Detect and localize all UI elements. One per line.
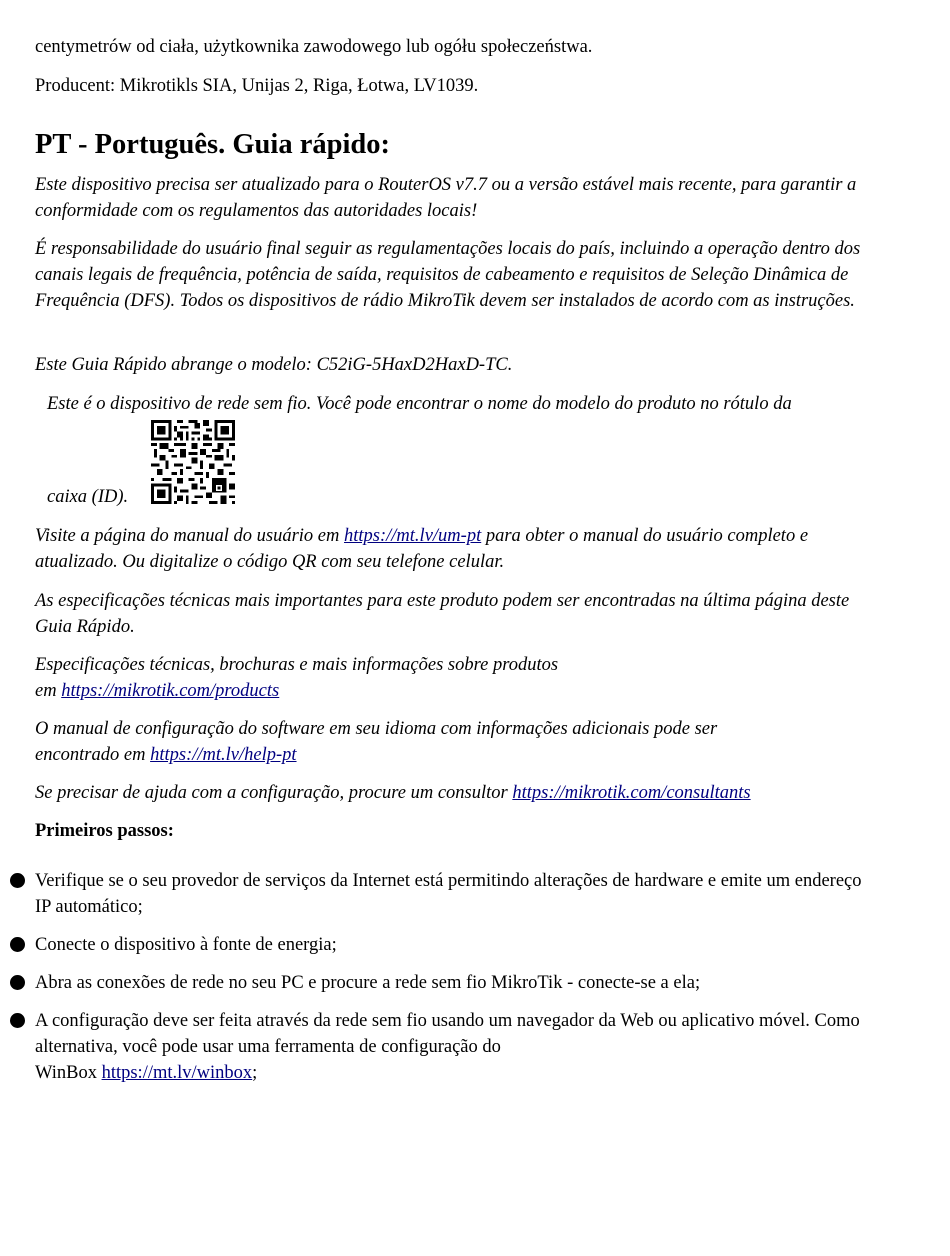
step-text: Conecte o dispositivo à fonte de energia; [35,935,337,955]
products-text-em: em [35,681,62,701]
wireless-device-line: Este é o dispositivo de rede sem fio. Você pode encontrar o nome do modelo do produto no rótulo da [47,394,792,414]
user-manual-text-before: Visite a página do manual do usuário em [35,526,345,546]
list-item [35,970,865,996]
step4-text: A configuração deve ser feita através da rede sem fio usando um navegador da Web ou aplicativo móvel. Como alternativa, você pode usar uma ferramenta de configuração do [35,1011,860,1057]
list-item [35,868,865,920]
step-text: Verifique se o seu provedor de serviços da Internet está permitindo alterações de hardware e emite um endereço IP automático; [35,871,862,917]
consultants-link[interactable]: https://mikrotik.com/consultants [512,783,751,803]
box-id-label: caixa (ID). [47,487,129,507]
list-item [35,932,865,958]
specs-note: As especificações técnicas mais importantes para este produto podem ser encontradas na última página deste Guia Rápido. [35,591,850,637]
model-line: Este Guia Rápido abrange o modelo: C52iG-5HaxD2HaxD-TC. [35,355,513,375]
update-notice: Este dispositivo precisa ser atualizado para o RouterOS v7.7 ou a versão estável mais recente, para garantir a conformidade com os regulamentos das autoridades locais! [35,175,857,221]
steps-list [35,868,865,1086]
step4-end: ; [252,1063,258,1083]
software-text-before: O manual de configuração do software em seu idioma com informações adicionais pode ser [35,719,718,739]
manufacturer-line: Producent: Mikrotikls SIA, Unijas 2, Riga, Łotwa, LV1039. [35,76,479,96]
winbox-link[interactable]: https://mt.lv/winbox [101,1063,253,1083]
bullet-icon [10,1013,25,1028]
bullet-icon [10,873,25,888]
software-manual-paragraph [35,716,865,768]
bullet-icon [10,975,25,990]
consultant-text: Se precisar de ajuda com a configuração, procure um consultor [35,783,513,803]
section-heading: PT - Português. Guia rápido: [35,129,390,160]
help-link[interactable]: https://mt.lv/help-pt [150,745,297,765]
step-text [35,1008,865,1086]
polish-closing-line: centymetrów od ciała, użytkownika zawodowego lub ogółu społeczeństwa. [35,37,593,57]
list-item [35,1008,865,1086]
step4-winbox: WinBox [35,1063,102,1083]
qr-line [47,420,267,510]
products-link[interactable]: https://mikrotik.com/products [61,681,280,701]
responsibility-notice: É responsabilidade do usuário final seguir as regulamentações locais do país, incluindo a operação dentro dos canais legais de frequência, potência de saída, requisitos de cabeamento e requisitos de Seleção Dinâmica de Frequência (DFS). Todos os dispositivos de rádio MikroTik devem ser instalados de acordo com as instruções. [35,239,861,311]
qr-code-image[interactable] [151,420,235,504]
step-text: Abra as conexões de rede no seu PC e procure a rede sem fio MikroTik - conecte-se a ela; [35,973,701,993]
user-manual-paragraph [35,523,865,575]
products-text-before: Especificações técnicas, brochuras e mais informações sobre produtos [35,655,559,675]
user-manual-text-after: para obter o manual do usuário completo e atualizado. Ou digitalize o código QR com seu telefone celular. [35,526,809,572]
products-paragraph [35,652,865,704]
first-steps-title: Primeiros passos: [35,821,174,841]
software-text-encontrado: encontrado em [35,745,151,765]
user-manual-link[interactable]: https://mt.lv/um-pt [344,526,482,546]
bullet-icon [10,937,25,952]
consultant-paragraph [35,780,865,806]
